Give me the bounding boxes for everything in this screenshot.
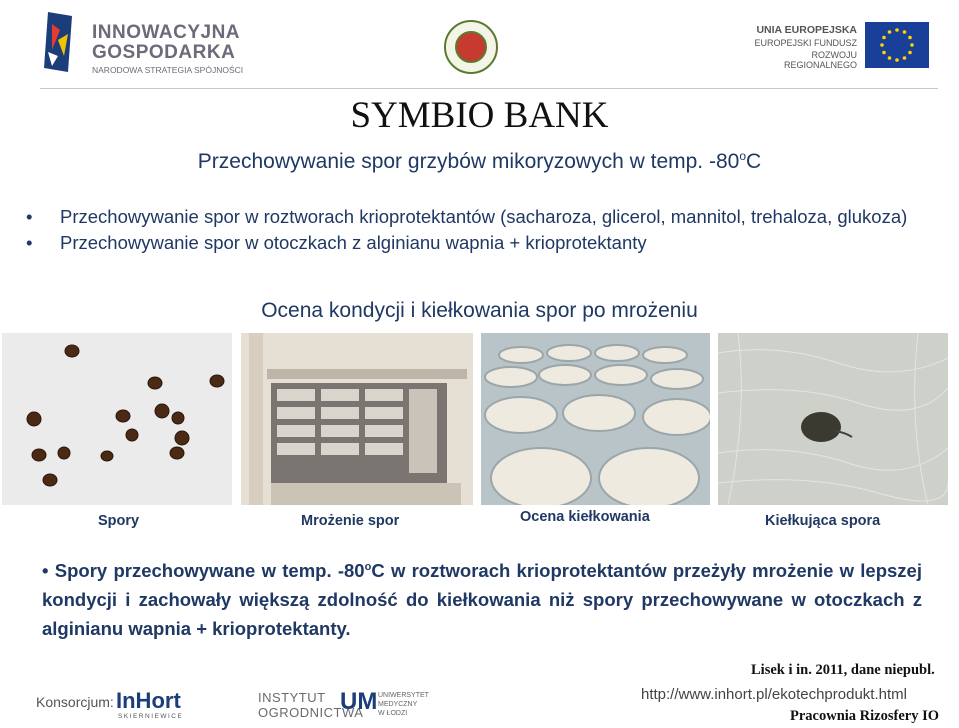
subtitle-text: Przechowywanie spor grzybów mikoryzowych w temp. -80 bbox=[197, 150, 740, 173]
eu-star-icon bbox=[910, 43, 914, 47]
caption-germination-eval: Ocena kiełkowania bbox=[520, 509, 650, 525]
bullet-item bbox=[26, 230, 926, 256]
conclusion-degree: o bbox=[364, 561, 372, 573]
logo-line1: INNOWACYJNA bbox=[92, 22, 241, 43]
um-logo-text bbox=[378, 691, 429, 718]
eu-flag-icon bbox=[865, 22, 929, 68]
eu-star-icon bbox=[880, 43, 884, 47]
innowacyjna-gospodarka-logo bbox=[40, 8, 245, 78]
bullet-dot-icon: • bbox=[26, 232, 33, 253]
lab-name: Pracownia Rizosfery IO bbox=[790, 708, 939, 724]
header-divider bbox=[40, 88, 938, 89]
subtitle bbox=[0, 149, 959, 174]
caption-germinating-spore: Kiełkująca spora bbox=[765, 513, 881, 529]
um-line3: W ŁODZI bbox=[378, 710, 408, 717]
bullet-dot-icon: • bbox=[42, 560, 49, 582]
eu-star-icon bbox=[908, 51, 912, 55]
io-logo-line1: INSTYTUT bbox=[258, 690, 326, 705]
strawberry-seal-logo bbox=[444, 20, 498, 74]
caption-spores: Spory bbox=[98, 513, 140, 529]
inhort-logo: InHort bbox=[116, 688, 181, 713]
eu-line1: UNIA EUROPEJSKA bbox=[756, 24, 857, 36]
eu-star-icon bbox=[895, 58, 899, 62]
strawberry-icon bbox=[455, 31, 487, 63]
page-title: SYMBIO BANK bbox=[350, 95, 609, 136]
eu-star-icon bbox=[888, 30, 892, 34]
eu-star-icon bbox=[903, 30, 907, 34]
eu-fund-logo bbox=[742, 22, 932, 72]
inhort-subtitle: SKIERNIEWICE bbox=[118, 713, 184, 720]
eu-line2: EUROPEJSKI FUNDUSZ bbox=[754, 38, 857, 48]
eu-star-icon bbox=[882, 51, 886, 55]
source-citation: Lisek i in. 2011, dane niepubl. bbox=[751, 662, 935, 678]
um-line2: MEDYCZNY bbox=[378, 701, 418, 708]
eu-star-icon bbox=[903, 56, 907, 60]
evaluation-title: Ocena kondycji i kiełkowania spor po mrożeniu bbox=[261, 299, 698, 322]
conclusion-part1: Spory przechowywane w temp. -80 bbox=[54, 560, 365, 582]
bullet-list bbox=[26, 204, 926, 256]
photo-freezer bbox=[241, 333, 473, 505]
caption-freezing: Mrożenie spor bbox=[301, 513, 400, 529]
conclusion-part2: C w roztworach krioprotektantów przeżyły mrożenie w lepszej kondycji i zachowały większą zdolność do kiełkowania niż spory przechowywane w otoczkach z alginianu wapnia + krioprotektanty. bbox=[42, 560, 922, 640]
bullet-text: Przechowywanie spor w otoczkach z alginianu wapnia + krioprotektanty bbox=[60, 232, 647, 253]
subtitle-degree: o bbox=[739, 149, 747, 163]
eu-line3: ROZWOJU REGIONALNEGO bbox=[783, 50, 857, 70]
project-url-link[interactable]: http://www.inhort.pl/ekotechprodukt.html bbox=[641, 686, 907, 703]
logo-line3: NARODOWA STRATEGIA SPÓJNOŚCI bbox=[92, 65, 244, 75]
logo-line2: GOSPODARKA bbox=[92, 42, 236, 63]
eu-star-icon bbox=[882, 36, 886, 40]
um-line1: UNIWERSYTET bbox=[378, 692, 429, 699]
eu-star-icon bbox=[888, 56, 892, 60]
bullet-text: Przechowywanie spor w roztworach krioprotektantów (sacharoza, glicerol, mannitol, trehaloza, glukoza) bbox=[60, 206, 908, 227]
subtitle-unit: C bbox=[746, 150, 762, 173]
conclusion-text bbox=[42, 553, 922, 643]
flag-logo-icon bbox=[42, 10, 82, 74]
eu-star-icon bbox=[895, 28, 899, 32]
photo-spores bbox=[2, 333, 232, 505]
io-logo-line2: OGRODNICTWA bbox=[258, 705, 364, 720]
consortium-logos bbox=[36, 688, 429, 724]
photo-petri-dishes bbox=[481, 333, 710, 505]
bullet-dot-icon: • bbox=[26, 206, 33, 227]
um-logo: UM bbox=[340, 688, 378, 715]
bullet-item bbox=[26, 204, 926, 230]
eu-star-icon bbox=[908, 36, 912, 40]
photo-germinating-spore bbox=[718, 333, 948, 505]
consortium-label: Konsorcjum: bbox=[36, 694, 114, 710]
